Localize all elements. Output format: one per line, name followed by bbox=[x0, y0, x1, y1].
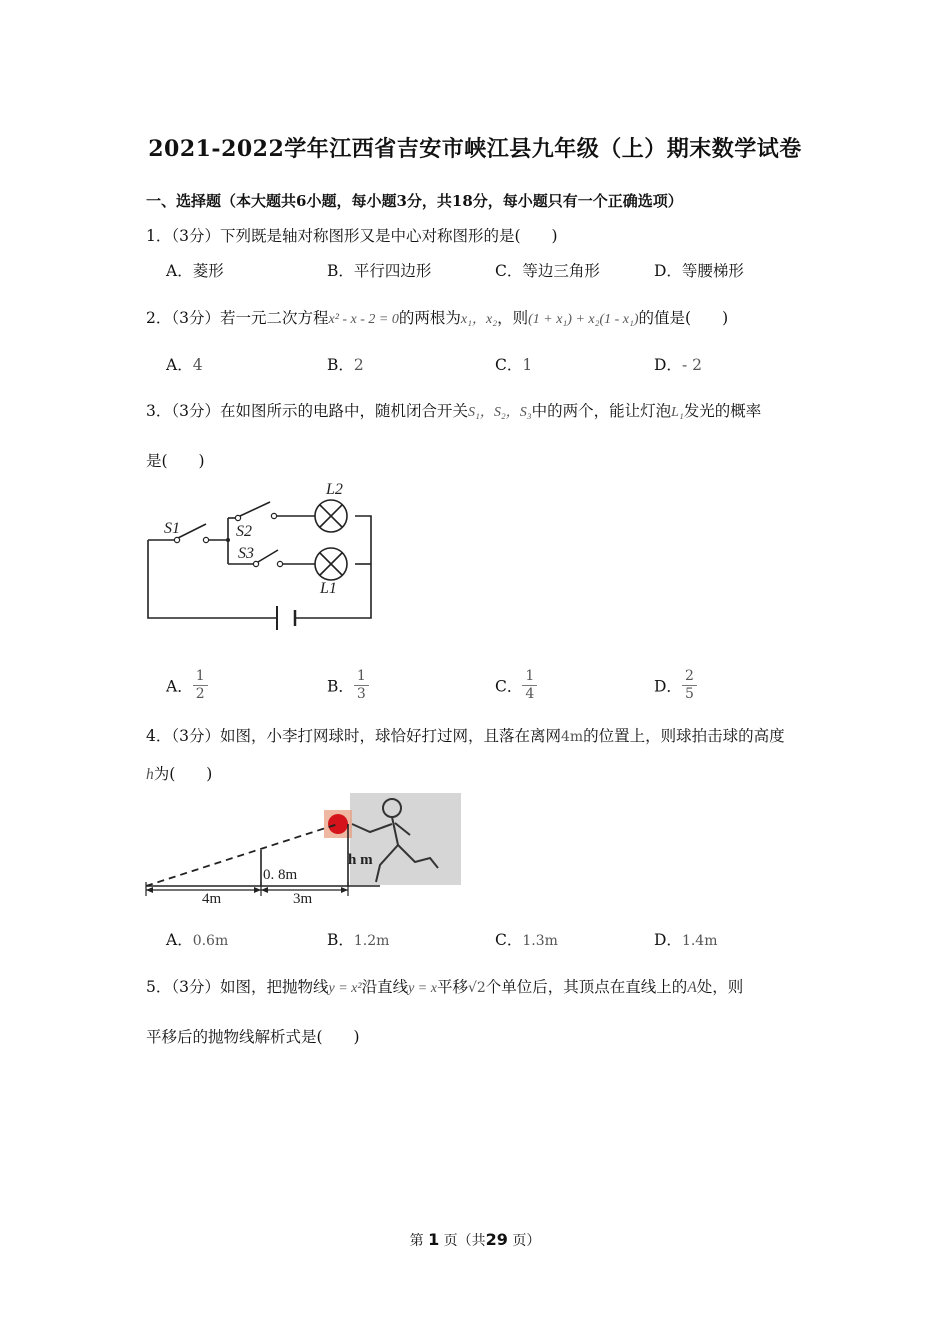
q4-option-b: B．1.2m bbox=[327, 931, 390, 949]
question-2-stem bbox=[146, 306, 728, 328]
q5-point: A bbox=[687, 979, 697, 996]
q2-mid2: ，则 bbox=[497, 309, 529, 327]
q2-prefix: 2．（3分）若一元二次方程 bbox=[146, 309, 329, 327]
q5-shift: √2 bbox=[467, 980, 486, 996]
q1-option-c: C．等边三角形 bbox=[495, 262, 600, 280]
q2-mid1: 的两根为 bbox=[398, 309, 461, 327]
question-3-line2: 是( ) bbox=[146, 452, 205, 470]
q2-option-a: A．4 bbox=[166, 356, 203, 374]
q1-option-b: B．平行四边形 bbox=[327, 262, 432, 280]
label-l1: L1 bbox=[320, 580, 337, 597]
label-s2: S2 bbox=[236, 523, 252, 540]
q3-switches: S₁，S₂，S₃ bbox=[467, 405, 532, 420]
question-1-stem: 1．（3分）下列既是轴对称图形又是中心对称图形的是( ) bbox=[146, 227, 558, 245]
page-footer: 第 1 页（共29 页） bbox=[409, 1230, 541, 1249]
q4-distance: 4m bbox=[560, 729, 584, 745]
label-l2: L2 bbox=[326, 481, 343, 498]
label-s3: S3 bbox=[238, 545, 254, 562]
q2-option-b: B．2 bbox=[327, 356, 364, 374]
page-total: 29 bbox=[485, 1230, 508, 1249]
q4-option-d: D．1.4m bbox=[654, 931, 718, 949]
q3-bulb: L₁ bbox=[671, 405, 684, 420]
q2-suffix: 的值是( ) bbox=[638, 309, 729, 327]
question-4-line2: h为( ) bbox=[146, 765, 213, 783]
label-s1: S1 bbox=[164, 520, 180, 537]
q2-expression: (1 + x₁) + x₂(1 - x₁) bbox=[528, 312, 639, 327]
q4-option-c: C．1.3m bbox=[495, 931, 558, 949]
q2-option-c: C．1 bbox=[495, 356, 533, 374]
label-3m: 3m bbox=[293, 891, 313, 907]
q2-equation: x² - x - 2 = 0 bbox=[328, 312, 399, 327]
q5-line: y = x bbox=[408, 981, 437, 996]
tennis-diagram bbox=[140, 790, 465, 908]
page-number: 1 bbox=[428, 1230, 440, 1249]
q5-parabola: y = x² bbox=[328, 981, 362, 996]
circuit-diagram bbox=[140, 478, 390, 638]
q3-option-a: A． $\frac{1}{2}$ bbox=[166, 668, 208, 703]
q1-option-a: A．菱形 bbox=[166, 262, 224, 280]
question-3-line1: 3．（3分）在如图所示的电路中，随机闭合开关S₁，S₂，S₃中的两个，能让灯泡L₁发光的概率 bbox=[146, 402, 762, 420]
question-5-line2: 平移后的抛物线解析式是( ) bbox=[146, 1028, 360, 1046]
question-4-line1: 4．（3分）如图，小李打网球时，球恰好打过网，且落在离网4m的位置上，则球拍击球的高度 bbox=[146, 727, 785, 745]
label-h: h m bbox=[348, 852, 373, 868]
question-5-line1: 5．（3分）如图，把抛物线y = x²沿直线y = x平移√2个单位后，其顶点在直线上的A处，则 bbox=[146, 978, 744, 996]
section-heading: 一、选择题（本大题共6小题，每小题3分，共18分，每小题只有一个正确选项） bbox=[146, 192, 683, 210]
q3-option-d: D． $\frac{2}{5}$ bbox=[654, 668, 697, 703]
label-4m: 4m bbox=[202, 891, 222, 907]
q1-option-d: D．等腰梯形 bbox=[654, 262, 744, 280]
q2-option-d: D．- 2 bbox=[654, 356, 702, 374]
q4-option-a: A．0.6m bbox=[166, 931, 229, 949]
player-image bbox=[350, 793, 461, 885]
q3-option-b: B． $\frac{1}{3}$ bbox=[327, 668, 369, 703]
q3-option-c: C． $\frac{1}{4}$ bbox=[495, 668, 537, 703]
q2-roots: x₁，x₂ bbox=[460, 312, 498, 327]
exam-title: 2021-2022学年江西省吉安市峡江县九年级（上）期末数学试卷 bbox=[148, 136, 802, 162]
label-net-height: 0. 8m bbox=[263, 867, 298, 883]
